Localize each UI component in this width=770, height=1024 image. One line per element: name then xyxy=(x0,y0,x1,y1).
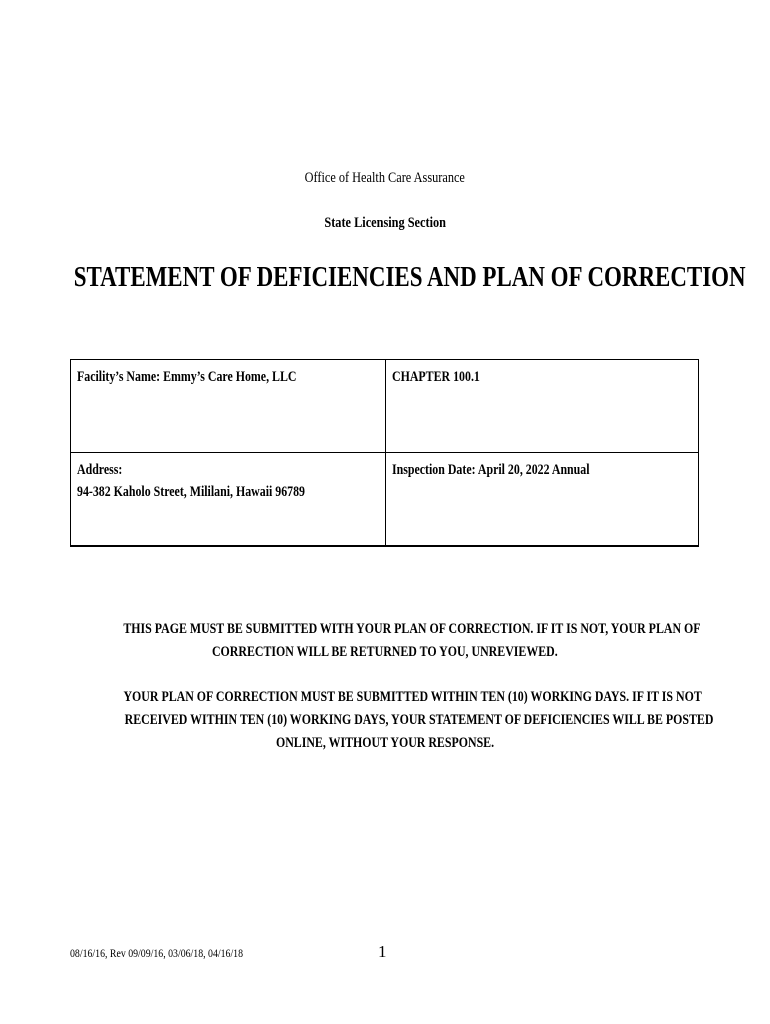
revision-dates-text: 08/16/16, Rev 09/09/16, 03/06/18, 04/16/18 xyxy=(70,946,244,960)
notice-line: YOUR PLAN OF CORRECTION MUST BE SUBMITTED WITHIN TEN (10) WORKING DAYS. IF IT IS NOT xyxy=(123,689,702,705)
address-value: 94-382 Kaholo Street, Mililani, Hawaii 96789 xyxy=(77,484,305,500)
office-name xyxy=(0,170,770,187)
page-number xyxy=(378,942,387,962)
inspection-date: Inspection Date: April 20, 2022 Annual xyxy=(392,462,590,478)
document-title-text: STATEMENT OF DEFICIENCIES AND PLAN OF CORRECTION xyxy=(73,262,746,293)
table-row xyxy=(71,360,699,453)
section-name xyxy=(0,215,770,232)
notice-line: CORRECTION WILL BE RETURNED TO YOU, UNREVIEWED. xyxy=(212,644,558,660)
facility-name: Facility’s Name: Emmy’s Care Home, LLC xyxy=(77,369,297,385)
notice-line: RECEIVED WITHIN TEN (10) WORKING DAYS, YOUR STATEMENT OF DEFICIENCIES WILL BE POSTED xyxy=(124,712,714,728)
notice-line: ONLINE, WITHOUT YOUR RESPONSE. xyxy=(275,735,495,751)
inspection-date-cell xyxy=(386,453,699,547)
notice-line: THIS PAGE MUST BE SUBMITTED WITH YOUR PLAN OF CORRECTION. IF IT IS NOT, YOUR PLAN OF xyxy=(123,621,701,637)
deadline-notice xyxy=(60,686,714,755)
table-row xyxy=(71,453,699,547)
chapter-cell xyxy=(386,360,699,453)
office-name-text: Office of Health Care Assurance xyxy=(304,170,466,186)
page-number-text: 1 xyxy=(378,942,387,961)
facility-name-cell xyxy=(71,360,386,453)
address-cell xyxy=(71,453,386,547)
section-name-text: State Licensing Section xyxy=(324,215,446,231)
address-label: Address: xyxy=(77,462,123,478)
submission-notice xyxy=(60,618,710,664)
facility-info-table xyxy=(70,359,699,547)
chapter-label: CHAPTER 100.1 xyxy=(392,369,480,385)
document-title xyxy=(0,262,770,294)
revision-dates xyxy=(70,946,281,961)
